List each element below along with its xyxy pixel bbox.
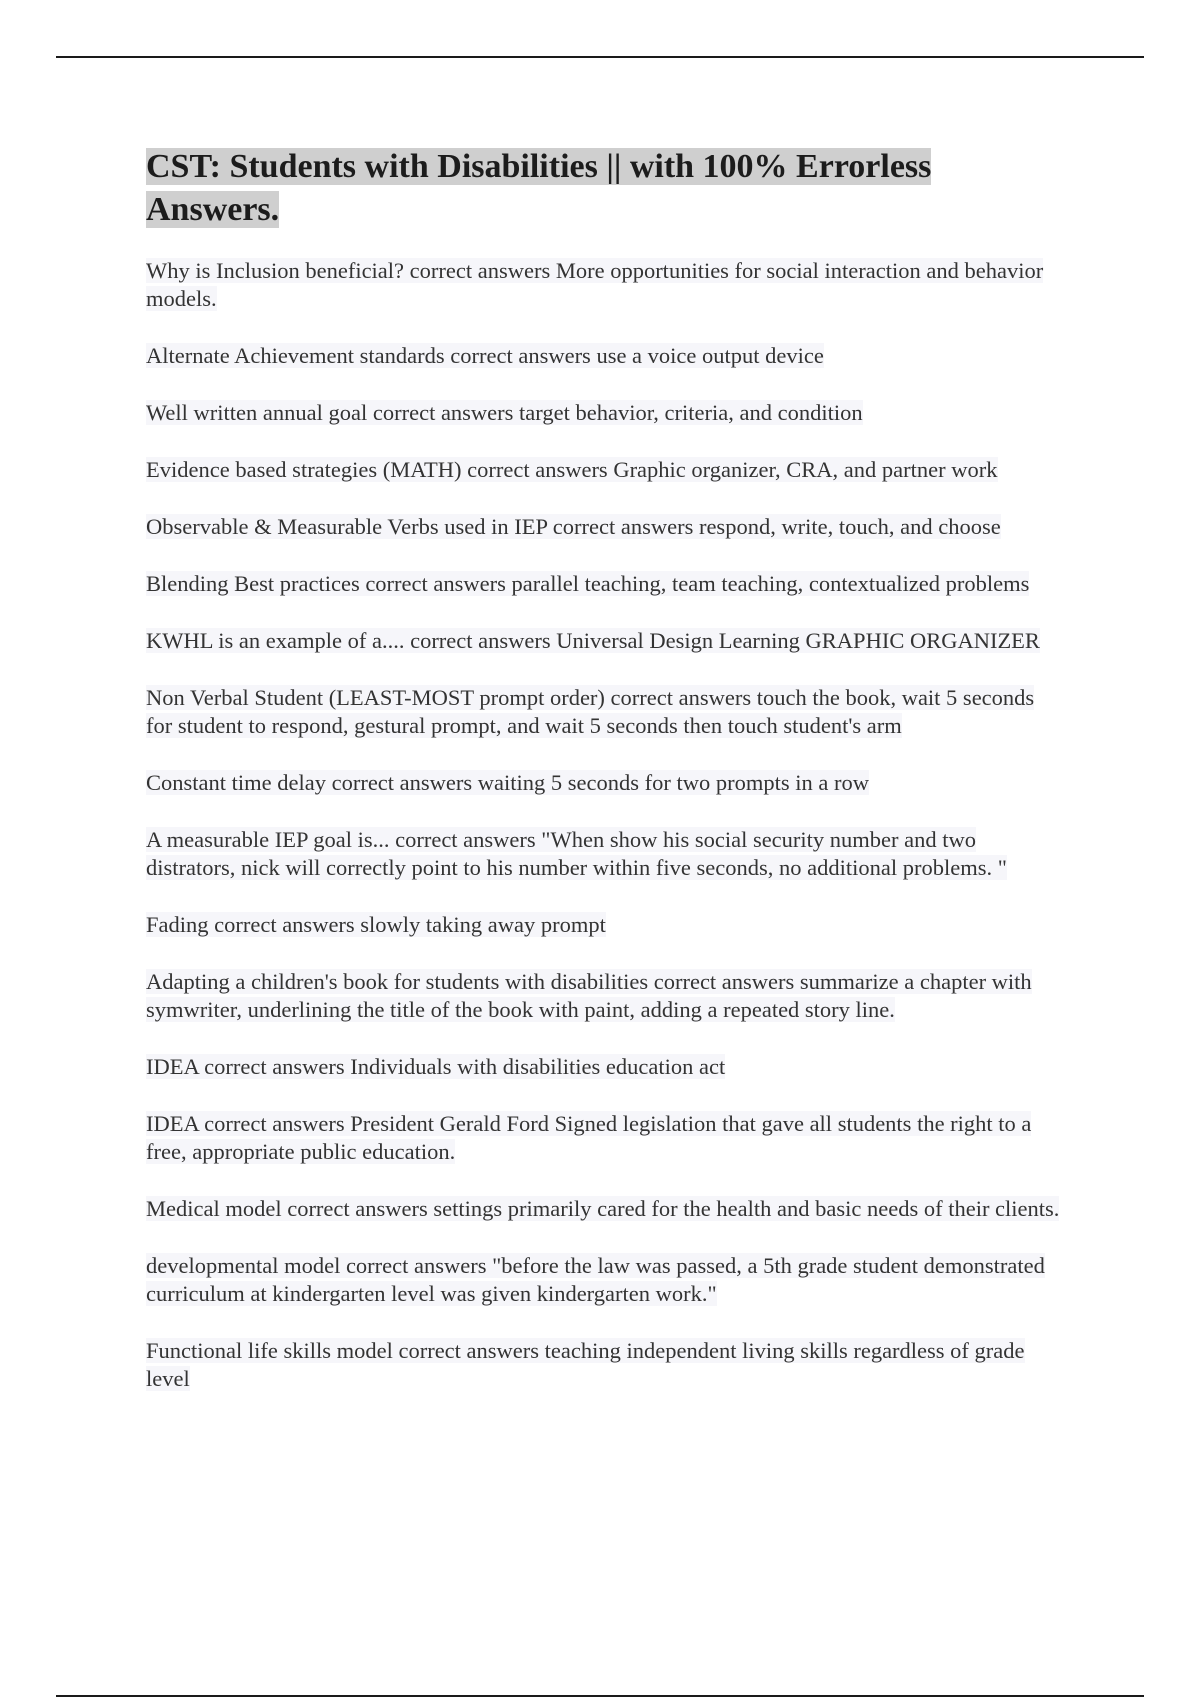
- qa-entry: [146, 627, 1066, 655]
- qa-text: Evidence based strategies (MATH) correct answers Graphic organizer, CRA, and partner work: [146, 457, 998, 482]
- qa-text: IDEA correct answers Individuals with disabilities education act: [146, 1054, 726, 1079]
- qa-text: Fading correct answers slowly taking away prompt: [146, 912, 606, 937]
- qa-entry: [146, 968, 1066, 1024]
- qa-entry: [146, 1110, 1066, 1166]
- qa-text: Observable & Measurable Verbs used in IEP correct answers respond, write, touch, and choose: [146, 514, 1001, 539]
- qa-entry: [146, 1053, 1066, 1081]
- qa-entry: [146, 911, 1066, 939]
- qa-text: IDEA correct answers President Gerald Ford Signed legislation that gave all students the right to a free, appropriate public education.: [146, 1111, 1032, 1164]
- qa-text: KWHL is an example of a.... correct answers Universal Design Learning GRAPHIC ORGANIZER: [146, 628, 1040, 653]
- qa-text: Why is Inclusion beneficial? correct answers More opportunities for social interaction and behavior models.: [146, 258, 1044, 311]
- qa-entry: [146, 769, 1066, 797]
- qa-text: A measurable IEP goal is... correct answers "When show his social security number and two distrators, nick will correctly point to his number within five seconds, no additional problems. ": [146, 827, 1007, 880]
- qa-entry: [146, 684, 1066, 740]
- qa-entry: [146, 513, 1066, 541]
- qa-entry: [146, 456, 1066, 484]
- qa-text: Medical model correct answers settings primarily cared for the health and basic needs of their clients.: [146, 1196, 1060, 1221]
- qa-text: Blending Best practices correct answers parallel teaching, team teaching, contextualized problems: [146, 571, 1030, 596]
- qa-entry: [146, 342, 1066, 370]
- qa-entry: [146, 1195, 1066, 1223]
- qa-text: Constant time delay correct answers waiting 5 seconds for two prompts in a row: [146, 770, 869, 795]
- qa-entry: [146, 1337, 1066, 1393]
- qa-text: developmental model correct answers "before the law was passed, a 5th grade student demonstrated curriculum at kindergarten level was given kindergarten work.": [146, 1253, 1045, 1306]
- qa-entry: [146, 257, 1066, 313]
- qa-text: Adapting a children's book for students with disabilities correct answers summarize a chapter with symwriter, underlining the title of the book with paint, adding a repeated story line.: [146, 969, 1032, 1022]
- bottom-rule: [56, 1695, 1144, 1697]
- qa-entry: [146, 570, 1066, 598]
- qa-text: Alternate Achievement standards correct answers use a voice output device: [146, 343, 824, 368]
- qa-text: Non Verbal Student (LEAST-MOST prompt order) correct answers touch the book, wait 5 seconds for student to respond, gestural prompt, and wait 5 seconds then touch student's arm: [146, 685, 1035, 738]
- document-body: [146, 145, 1066, 1422]
- qa-entry: [146, 1252, 1066, 1308]
- qa-entry: [146, 826, 1066, 882]
- page-title: [146, 145, 1066, 231]
- qa-text: Functional life skills model correct answers teaching independent living skills regardless of grade level: [146, 1338, 1025, 1391]
- qa-text: Well written annual goal correct answers target behavior, criteria, and condition: [146, 400, 863, 425]
- title-highlight: CST: Students with Disabilities || with 100% Errorless Answers.: [146, 148, 932, 228]
- top-rule: [56, 56, 1144, 58]
- qa-entry: [146, 399, 1066, 427]
